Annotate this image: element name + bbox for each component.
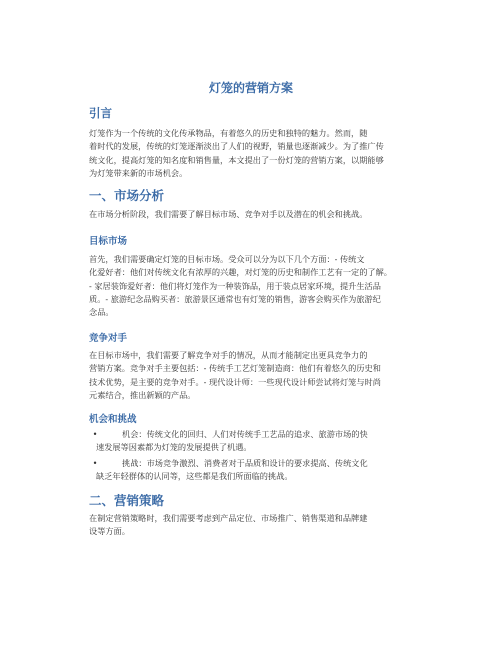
marketing-strategy-heading: 二、营销策略 — [89, 493, 165, 508]
target-market-heading: 目标市场 — [89, 236, 128, 247]
text-line: 挑战：市场竞争激烈、消费者对于品质和设计的要求提高、传统文化 — [122, 458, 368, 468]
list-item — [89, 457, 439, 484]
bullet-marker: • — [92, 458, 98, 468]
text-line: 元素结合，推出新颖的产品。 — [89, 389, 196, 400]
competitors-heading: 竞争对手 — [89, 333, 128, 344]
text-line: 在制定营销策略时，我们需要考虑到产品定位、市场推广、销售渠道和品牌建 — [89, 513, 368, 523]
competitors-paragraph — [89, 349, 434, 402]
target-market-paragraph — [89, 253, 434, 319]
market-analysis-paragraph — [89, 208, 434, 221]
text-line: 化爱好者：他们对传统文化有浓厚的兴趣，对灯笼的历史和制作工艺有一定的了解。 — [89, 267, 392, 278]
text-line: 设等方面。 — [89, 526, 130, 537]
text-line: 技术优势，是主要的竞争对手。- 现代设计师：一些现代设计师尝试将灯笼与时尚 — [89, 376, 381, 387]
list-item — [89, 428, 439, 455]
bullet-marker: • — [92, 429, 98, 439]
text-line: - 家居装饰爱好者：他们将灯笼作为一种装饰品，用于装点居家环境，提升生活品 — [89, 280, 381, 291]
text-line: 质。- 旅游纪念品购买者：旅游景区通常也有灯笼的销售，游客会购买作为旅游纪 — [89, 293, 381, 304]
text-line: 着时代的发展，传统的灯笼逐渐淡出了人们的视野，销量也逐渐减少。为了推广传 — [89, 141, 384, 152]
text-line: 营销方案。竞争对手主要包括：- 传统手工艺灯笼制造商：他们有着悠久的历史和 — [89, 363, 381, 374]
intro-heading: 引言 — [89, 106, 112, 120]
market-analysis-heading: 一、市场分析 — [89, 188, 165, 203]
intro-paragraph — [89, 127, 434, 180]
text-line: 在目标市场中，我们需要了解竞争对手的情况，从而才能制定出更具竞争力的 — [89, 350, 368, 360]
text-line: 在市场分析阶段，我们需要了解目标市场、竞争对手以及潜在的机会和挑战。 — [89, 209, 368, 219]
text-line: 统文化，提高灯笼的知名度和销售量，本文提出了一份灯笼的营销方案，以期能够 — [89, 154, 384, 165]
text-line: 为灯笼带来新的市场机会。 — [89, 167, 188, 178]
text-line: 缺乏年轻群体的认同等，这些都是我们所面临的挑战。 — [96, 471, 293, 482]
text-line: 灯笼作为一个传统的文化传承物品，有着悠久的历史和独特的魅力。然而，随 — [89, 128, 368, 138]
text-line: 首先，我们需要确定灯笼的目标市场。受众可以分为以下几个方面：- 传统文 — [89, 254, 365, 264]
text-line: 机会：传统文化的回归、人们对传统手工艺品的追求、旅游市场的快 — [122, 429, 368, 439]
marketing-strategy-paragraph — [89, 512, 434, 539]
text-line: 念品。 — [89, 307, 114, 318]
text-line: 速发展等因素都为灯笼的发展提供了机遇。 — [96, 442, 252, 453]
opportunities-heading: 机会和挑战 — [89, 414, 137, 425]
document-title: 灯笼的营销方案 — [208, 81, 293, 95]
